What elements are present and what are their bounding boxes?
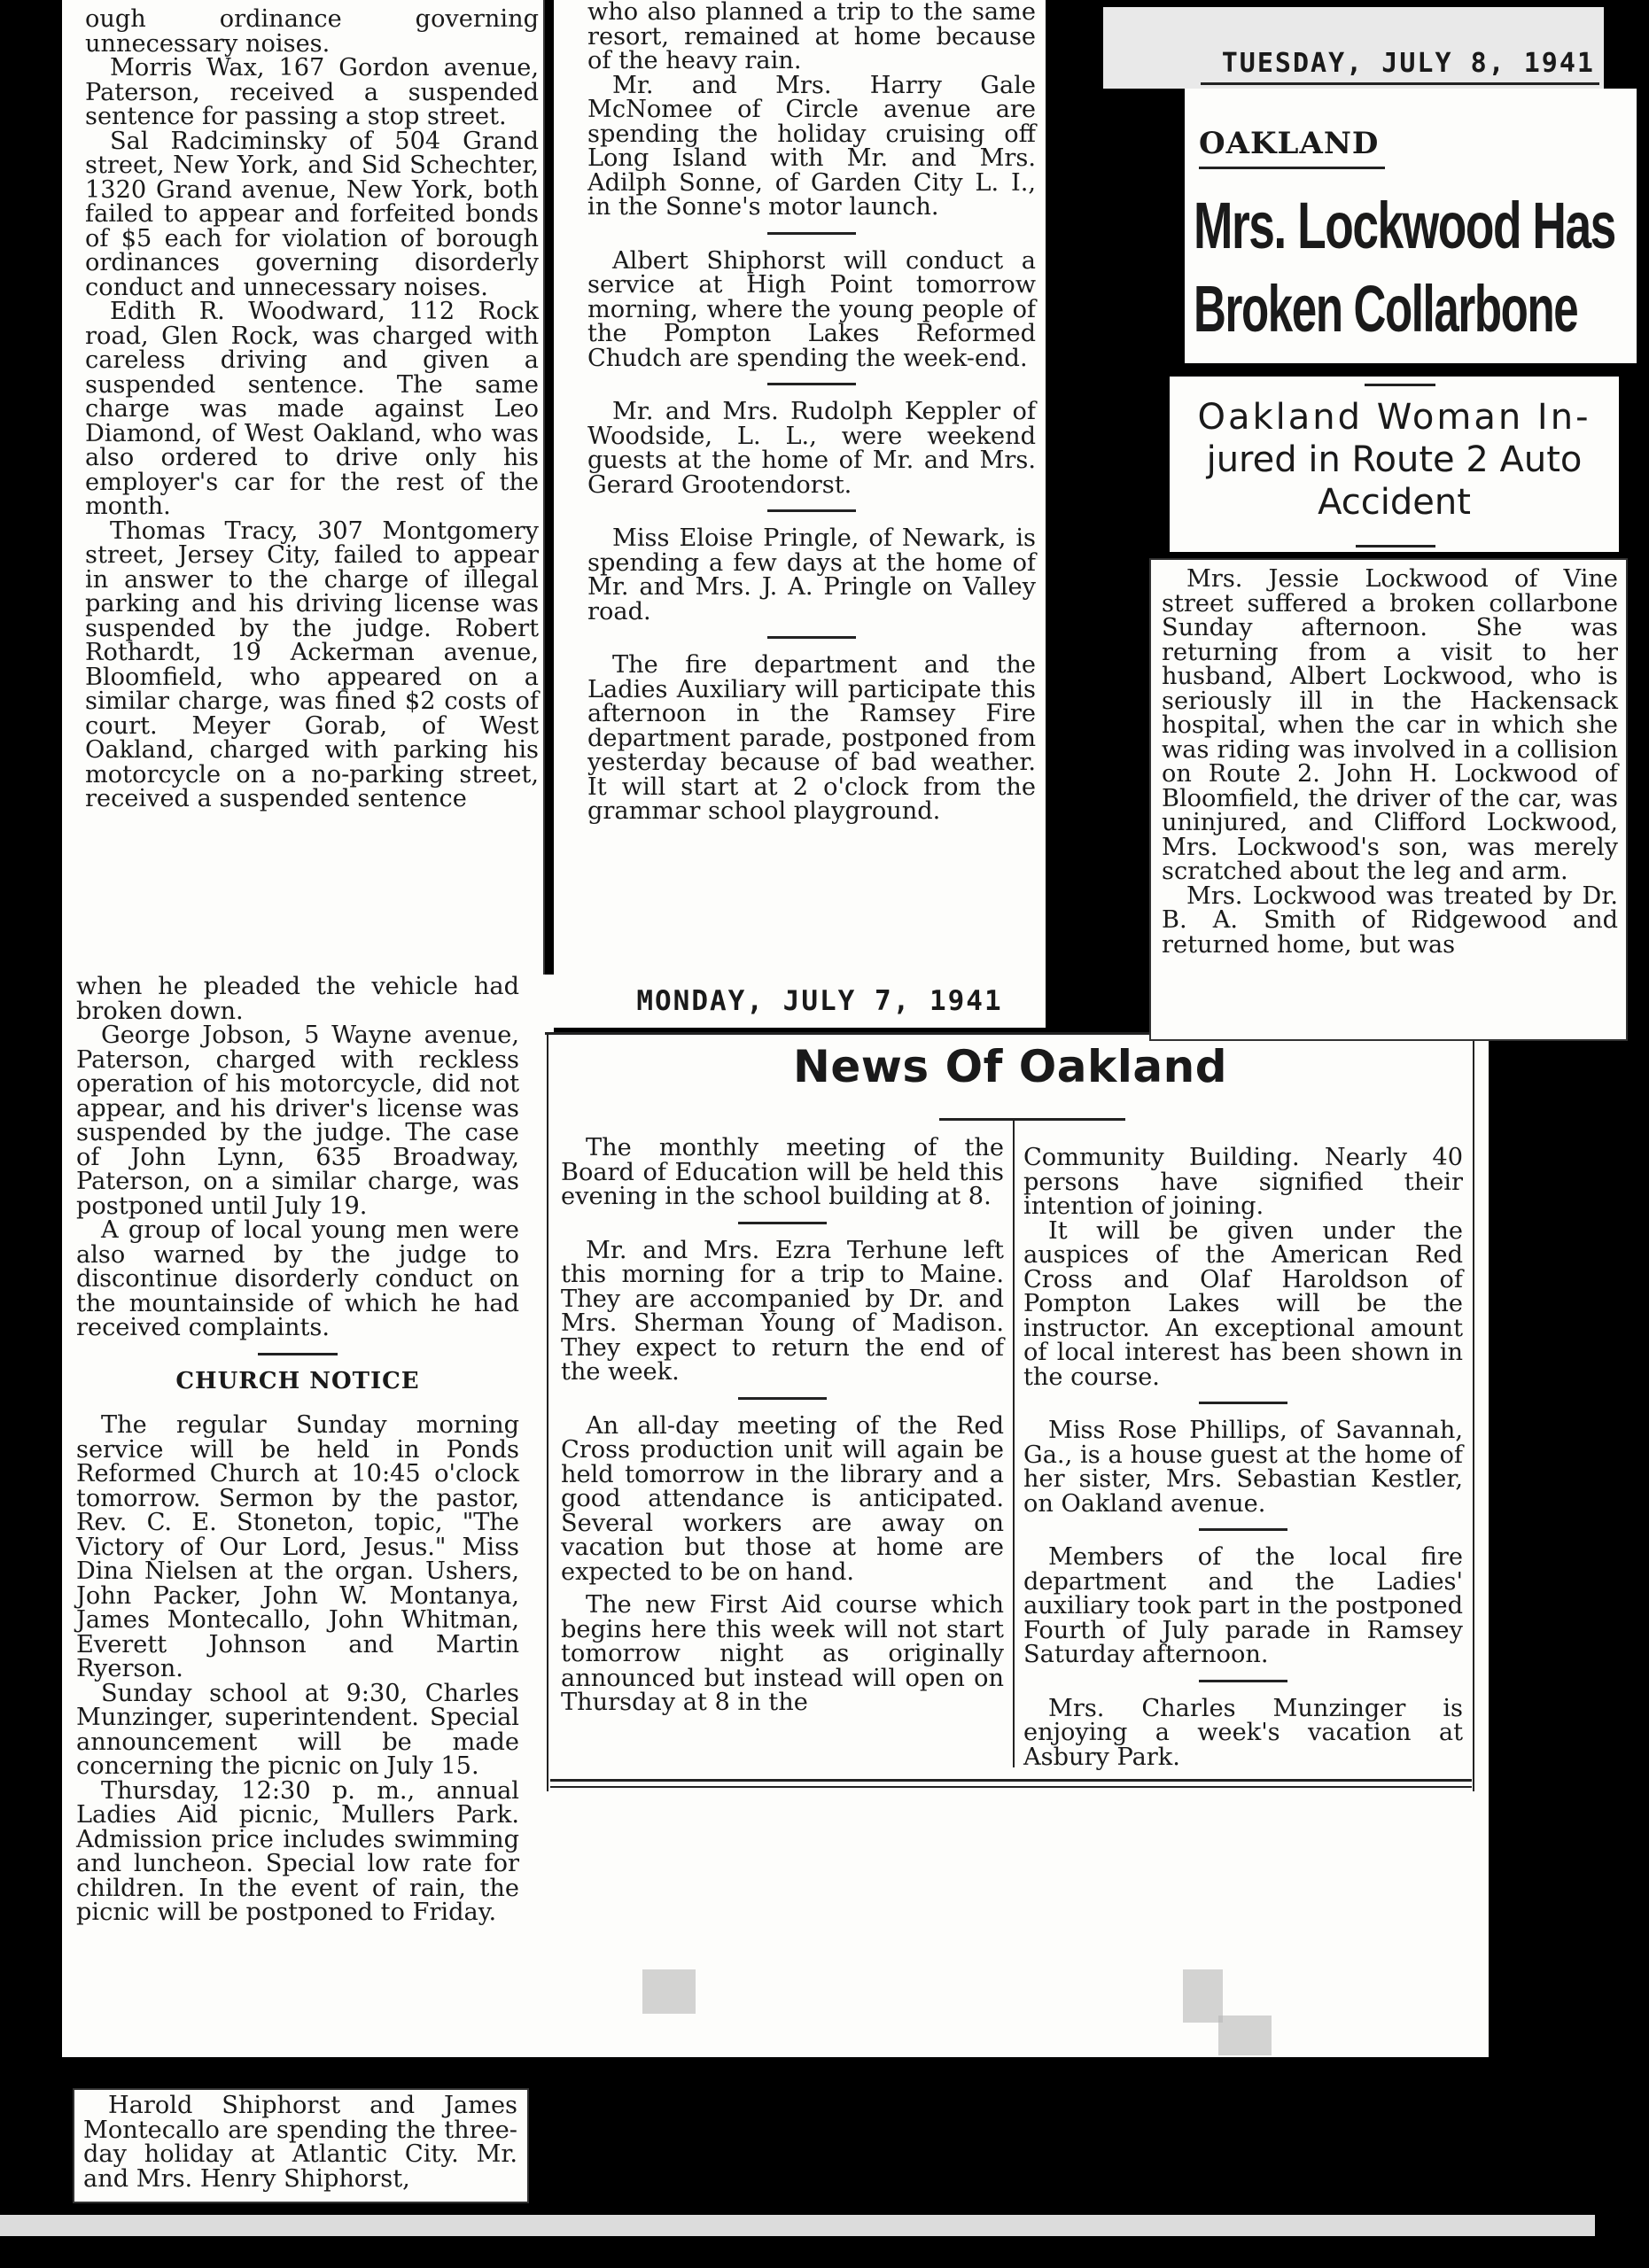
news-item: Members of the local fire department and the Ladies' auxiliary took part in the postponed Fourth of July parade in Ramsey Saturday afternoon. <box>1023 1543 1463 1668</box>
news-item: Community Building. Nearly 40 persons have signified their intention of joining. <box>1023 1144 1463 1220</box>
middle-column-clipping <box>554 0 1046 1028</box>
article-paragraph: Mrs. Lockwood was treated by Dr. B. A. Smith of Ridgewood and returned home, but was <box>1162 882 1618 959</box>
news-item: Miss Rose Phillips, of Savannah, Ga., is a house guest at the home of her sister, Mrs. Sebastian Kestler, on Oakland avenue. <box>1023 1417 1463 1518</box>
article-paragraph: Morris Wax, 167 Gordon avenue, Paterson, received a suspended sentence for passing a stop street. <box>85 54 539 130</box>
middle-column-text <box>587 0 1036 824</box>
subhead-top-rule <box>1365 384 1435 386</box>
article-paragraph: Mr. and Mrs. Rudolph Keppler of Woodside, L. L., were weekend guests at the home of Mr. and Mrs. Gerard Grootendorst. <box>587 398 1036 499</box>
section-divider <box>738 1222 827 1224</box>
oakland-headline-clipping <box>1185 89 1637 363</box>
news-item: Mr. and Mrs. Ezra Terhune left this morning for a trip to Maine. They are accompanied by Dr. and Mrs. Sherman Young of Madison. They expect to return the end of the week. <box>561 1236 1004 1386</box>
article-paragraph: Miss Eloise Pringle, of Newark, is spending a few days at the home of Mr. and Mrs. J. A. Pringle on Valley road. <box>587 524 1036 625</box>
left-column-text-lower <box>76 975 519 1925</box>
subhead-text <box>1170 396 1619 524</box>
dateline-rule <box>1201 82 1599 85</box>
article-paragraph: A group of local young men were also warned by the judge to discontinue disorderly conduct on the mountainside of which he had received complaints. <box>76 1216 519 1341</box>
subhead-bottom-rule <box>1356 545 1435 548</box>
news-item: It will be given under the auspices of the American Red Cross and Olaf Haroldson of Pompton Lakes will be the instructor. An exceptional amount of local interest has been shown in the course. <box>1023 1216 1463 1391</box>
section-rule <box>1199 167 1385 169</box>
subhead-line: Oakland Woman In- <box>1197 397 1591 438</box>
section-label: OAKLAND <box>1199 126 1380 161</box>
bottom-left-clipping <box>73 2088 529 2203</box>
page-bottom-edge <box>0 2215 1595 2236</box>
bottom-clip-text: Harold Shiphorst and James Montecallo are spending the three-day holiday at Atlantic City. Mr. and Mrs. Henry Shiphorst, <box>83 2092 517 2193</box>
scan-smudge <box>1183 1969 1223 2023</box>
news-left-column <box>561 1136 1004 1715</box>
section-divider <box>767 636 856 639</box>
tuesday-dateline: TUESDAY, JULY 8, 1941 <box>1221 48 1595 79</box>
article-paragraph: Sal Radciminsky of 504 Grand street, New York, and Sid Schechter, 1320 Grand avenue, New York, both failed to appear and forfeited bonds of $5 each for violation of borough ordinances governing disorderly conduct and unnecessary noises. <box>85 127 539 301</box>
box-right-rule <box>1473 1032 1474 1791</box>
scan-smudge <box>642 1969 696 2014</box>
scan-smudge <box>1218 2016 1272 2055</box>
section-divider <box>1199 1680 1287 1682</box>
article-paragraph: The fire department and the Ladies Auxiliary will participate this afternoon in the Ramsey Fire department parade, postponed from yesterday because of bad weather. It will start at 2 o'clock from the grammar school playground. <box>587 651 1036 825</box>
box-left-rule <box>547 1032 548 1791</box>
lockwood-article-text <box>1162 567 1618 957</box>
article-paragraph: Thursday, 12:30 p. m., annual Ladies Aid picnic, Mullers Park. Admission price includes swimming and luncheon. Special low rate for children. In the event of rain, the picnic will be postponed to Friday. <box>76 1776 519 1926</box>
left-column-clipping <box>62 0 545 975</box>
section-divider <box>258 1353 338 1355</box>
article-paragraph: who also planned a trip to the same resort, remained at home because of the heavy rain. <box>587 0 1036 74</box>
news-item: The new First Aid course which begins here this week will not start tomorrow night as originally announced but instead will open on Thursday at 8 in the <box>561 1591 1004 1716</box>
headline-line-1: Mrs. Lockwood Has <box>1194 189 1615 262</box>
section-divider <box>767 383 856 385</box>
section-divider <box>1199 1402 1287 1404</box>
article-paragraph: Mr. and Mrs. Harry Gale McNomee of Circle avenue are spending the holiday cruising off Long Island with Mr. and Mrs. Adilph Sonne, of Garden City L. I., in the Sonne's motor launch. <box>587 71 1036 221</box>
article-paragraph: when he pleaded the vehicle had broken down. <box>76 975 519 1025</box>
article-paragraph: George Jobson, 5 Wayne avenue, Paterson, charged with reckless operation of his motorcycle, did not appear, and his driver's license was suspended by the judge. The case of John Lynn, 635 Broadway, Paterson, on a similar charge, was postponed until July 19. <box>76 1021 519 1220</box>
subhead-clipping <box>1170 377 1619 552</box>
news-item: The monthly meeting of the Board of Education will be held this evening in the school building at 8. <box>561 1134 1004 1210</box>
news-of-oakland-clipping <box>545 1032 1489 2057</box>
lockwood-article-clipping <box>1149 558 1628 1041</box>
article-paragraph: ough ordinance governing unnecessary noises. <box>85 5 539 58</box>
section-divider <box>767 232 856 235</box>
church-notice-heading: CHURCH NOTICE <box>175 1367 420 1394</box>
monday-dateline: MONDAY, JULY 7, 1941 <box>636 985 1003 1017</box>
box-bottom-rule <box>550 1779 1472 1782</box>
title-underline <box>939 1118 1125 1121</box>
news-item: Mrs. Charles Munzinger is enjoying a week's vacation at Asbury Park. <box>1023 1694 1463 1771</box>
article-paragraph: Mrs. Jessie Lockwood of Vine street suffered a broken collarbone Sunday afternoon. She was returning from a visit to her husband, Albert Lockwood, who is seriously ill in the Hackensack hospital, when the car in which she was riding was involved in a collision on Route 2. John H. Lockwood of Bloomfield, the driver of the car, was uninjured, and Clifford Lockwood, Mrs. Lockwood's son, was merely scratched about the leg and arm. <box>1162 565 1618 885</box>
section-divider <box>1199 1528 1287 1531</box>
column-divider <box>1013 1121 1015 1767</box>
box-bottom-rule-2 <box>550 1786 1472 1788</box>
article-paragraph: Sunday school at 9:30, Charles Munzinger, superintendent. Special announcement will be made concerning the picnic on July 15. <box>76 1679 519 1780</box>
left-column-lower-clipping <box>62 975 554 2057</box>
article-paragraph: Albert Shiphorst will conduct a service at High Point tomorrow morning, where the young people of the Pompton Lakes Reformed Chudch are spending the week-end. <box>587 246 1036 372</box>
article-paragraph: Edith R. Woodward, 112 Rock road, Glen Rock, was charged with careless driving and given a suspended sentence. The same charge was made against Leo Diamond, of West Oakland, who was also ordered to drive only his employer's car for the rest of the month. <box>85 298 539 520</box>
right-date-clipping <box>1103 7 1604 89</box>
article-paragraph: The regular Sunday morning service will be held in Ponds Reformed Church at 10:45 o'clock tomorrow. Sermon by the pastor, Rev. C. E. Stoneton, topic, "The Victory of Our Lord, Jesus." Miss Dina Nielsen at the organ. Ushers, John Packer, John W. Montanya, James Montecallo, John Whitman, Everett Johnson and Martin Ryerson. <box>76 1411 519 1682</box>
news-right-column <box>1023 1146 1463 1769</box>
subhead-line: Accident <box>1318 482 1471 523</box>
news-item: An all-day meeting of the Red Cross production unit will again be held tomorrow in the library and a good attendance is anticipated. Several workers are away on vacation but those at home are expected to be on hand. <box>561 1411 1004 1586</box>
article-paragraph: Thomas Tracy, 307 Montgomery street, Jersey City, failed to appear in answer to the charge of illegal parking and his driving license was suspended by the judge. Robert Rothardt, 19 Ackerman avenue, Bloomfield, who appeared on a similar charge, was fined $2 costs of court. Meyer Gorab, of West Oakland, charged with parking his motorcycle on a no-parking street, received a suspended sentence <box>85 517 539 812</box>
news-of-oakland-title: News Of Oakland <box>792 1041 1228 1092</box>
subhead-line: jured in Route 2 Auto <box>1206 439 1583 480</box>
headline-line-2: Broken Collarbone <box>1194 272 1578 346</box>
section-divider <box>738 1397 827 1400</box>
left-column-text-upper <box>85 7 539 812</box>
section-divider <box>767 509 856 512</box>
